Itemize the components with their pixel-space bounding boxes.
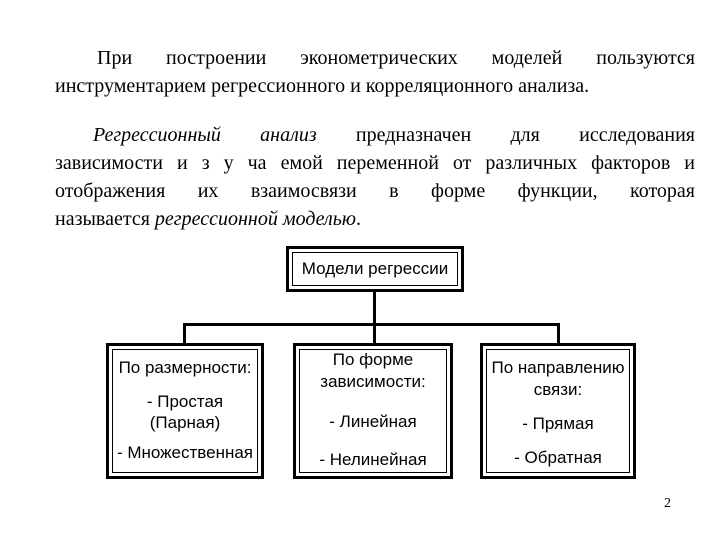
paragraph-regression-line-2: зависимости и з у ча емой переменной от различных факторов и xyxy=(55,152,695,174)
connector-horizontal xyxy=(183,323,560,326)
paragraph-intro xyxy=(55,44,695,100)
connector-right-down xyxy=(557,323,560,345)
paragraph-regression-line-1-rest: предназначен для исследования xyxy=(316,124,695,146)
box-by-dimension-item-simple: - Простая xyxy=(146,392,224,411)
box-by-direction xyxy=(480,343,636,479)
term-regression-model: регрессионной моделью xyxy=(154,208,356,230)
paragraph-regression xyxy=(55,121,695,233)
page-number: 2 xyxy=(664,496,671,511)
box-by-form-item-linear: - Линейная xyxy=(329,412,417,431)
box-by-form-item-nonlinear: - Нелинейная xyxy=(319,450,427,469)
paragraph-intro-line-2: инструментарием регрессионного и корреляционного анализа. xyxy=(55,75,590,97)
box-by-direction-title-line-2: связи: xyxy=(533,380,583,399)
paragraph-regression-line-1 xyxy=(55,121,695,149)
line-4-end: . xyxy=(355,208,361,230)
paragraph-regression-line-3: отображения их взаимосвязи в форме функции, которая xyxy=(55,180,695,202)
connector-root-down xyxy=(373,292,376,326)
box-by-dimension-title: По размерности: xyxy=(118,358,252,377)
paragraph-regression-line-4 xyxy=(55,205,695,233)
box-by-form xyxy=(293,343,453,479)
box-by-direction-item-direct: - Прямая xyxy=(522,414,594,433)
box-by-dimension xyxy=(106,343,264,479)
line-4-start: называется xyxy=(55,208,155,230)
box-by-form-title-line-2: зависимости: xyxy=(320,372,426,391)
root-box xyxy=(286,246,464,292)
term-regression-analysis: Регрессионный анализ xyxy=(93,124,317,146)
connector-left-down xyxy=(183,323,186,345)
box-by-dimension-item-multiple: - Множественная xyxy=(116,443,254,462)
box-by-dimension-item-paired: (Парная) xyxy=(149,413,221,432)
paragraph-intro-line-1: При построении эконометрических моделей пользуются xyxy=(97,47,695,69)
box-by-form-title-line-1: По форме xyxy=(332,350,414,369)
box-by-direction-title-line-1: По направлению xyxy=(491,358,625,377)
connector-middle-down xyxy=(373,323,376,345)
box-by-direction-item-inverse: - Обратная xyxy=(514,448,602,467)
root-box-label: Модели регрессии xyxy=(301,259,449,278)
